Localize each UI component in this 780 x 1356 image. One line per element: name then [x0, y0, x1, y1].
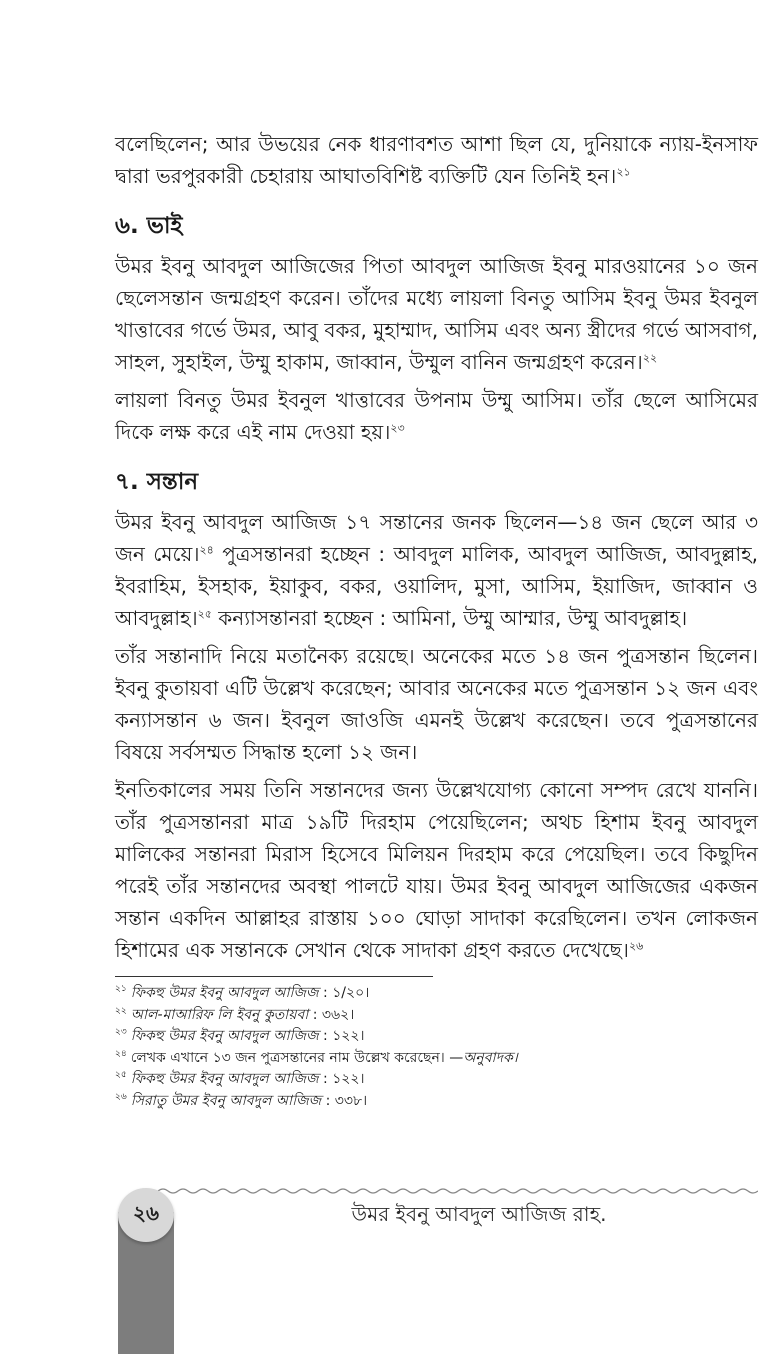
- footnote-source: ফিকহু উমর ইবনু আবদুল আজিজ: [130, 1028, 319, 1044]
- footnote-source: ফিকহু উমর ইবনু আবদুল আজিজ: [130, 1071, 319, 1087]
- footnote-source: সিরাতু উমর ইবনু আবদুল আজিজ: [130, 1092, 322, 1109]
- paragraph-laila: [115, 384, 758, 448]
- paragraph-text: উমর ইবনু আবদুল আজিজের পিতা আবদুল আজিজ ইবনু মারওয়ানের ১০ জন ছেলেসন্তান জন্মগ্রহণ করেন। তাঁদের মধ্যে লায়লা বিনতু আসিম ইবনু উমর ইবনুল খাত্তাবের গর্ভে উমর, আবু বকর, মুহাম্মাদ, আসিম এবং অন্য স্ত্রীদের গর্ভে আসবাগ, সাহল, সুহাইল, উম্মু হাকাম, জাব্বান, উম্মুল বানিন জন্মগ্রহণ করেন।: [115, 254, 758, 374]
- footnote-ref: ২৪: [199, 543, 214, 557]
- paragraph-text: তাঁর সন্তানাদি নিয়ে মতানৈক্য রয়েছে। অনেকের মতে ১৪ জন পুত্রসন্তান ছিলেন। ইবনু কুতায়বা এটি উল্লেখ করেছেন; আবার অনেকের মতে পুত্রসন্তান ১২ জন এবং কন্যাসন্তান ৬ জন। ইবনুল জাওজি এমনই উল্লেখ করেছেন। তবে পুত্রসন্তানের বিষয়ে সর্বসম্মত সিদ্ধান্ত হলো ১২ জন।: [115, 644, 758, 764]
- footnote-item: [115, 1091, 758, 1113]
- footnote-ref: ২৬: [628, 939, 644, 953]
- paragraph-text: পুত্রসন্তানরা হচ্ছেন : আবদুল মালিক, আবদুল আজিজ, আবদুল্লাহ, ইবরাহিম, ইসহাক, ইয়াকুব, বকর, ওয়ালিদ, মুসা, আসিম, ইয়াজিদ, জাব্বান ও আবদুল্লাহ।: [115, 542, 758, 630]
- footnote-reference: : ১/২০।: [318, 985, 370, 1001]
- footnote-tail: অনুবাদক।: [463, 1049, 518, 1066]
- paragraph-continuation: [115, 128, 758, 192]
- footnote-ref: ২২: [642, 351, 658, 365]
- footnote-item: [115, 983, 758, 1005]
- footnote-item: [115, 1048, 758, 1070]
- paragraph-children: [115, 506, 758, 634]
- footnote-number: ২৬: [115, 1091, 127, 1102]
- running-title: উমর ইবনু আবদুল আজিজ রাহ.: [351, 1202, 607, 1226]
- section-heading-children: ৭. সন্তান: [115, 469, 199, 495]
- footnote-divider: [115, 976, 433, 977]
- page-number: ২৬: [118, 1188, 174, 1242]
- footnote-number: ২৪: [115, 1048, 127, 1059]
- section-heading-brothers: ৬. ভাই: [115, 213, 183, 239]
- footnote-number: ২৩: [115, 1027, 127, 1038]
- footnote-reference: : ৩৩৮।: [321, 1092, 368, 1109]
- footnote-ref: ২৫: [197, 607, 212, 621]
- paragraph-disagreement: [115, 640, 758, 768]
- footnote-reference: লেখক এখানে ১৩ জন পুত্রসন্তানের নাম উল্লেখ করেছেন। —: [130, 1049, 464, 1066]
- wavy-divider: [138, 1186, 758, 1196]
- paragraph-text: উমর ইবনু আবদুল আজিজ ১৭ সন্তানের জনক ছিলেন—১৪ জন ছেলে আর ৩ জন মেয়ে।: [115, 510, 758, 566]
- footnote-ref: ২৩: [390, 421, 405, 435]
- page-body: [115, 128, 758, 1112]
- footnote-reference: : ১২২।: [318, 1071, 365, 1087]
- paragraph-text: ইনতিকালের সময় তিনি সন্তানদের জন্য উল্লেখযোগ্য কোনো সম্পদ রেখে যাননি। তাঁর পুত্রসন্তানরা মাত্র ১৯টি দিরহাম পেয়েছিলেন; অথচ হিশাম ইবনু আবদুল মালিকের সন্তানরা মিরাস হিসেবে মিলিয়ন দিরহাম করে পেয়েছিল। তবে কিছুদিন পরেই তাঁর সন্তানদের অবস্থা পালটে যায়। উমর ইবনু আবদুল আজিজের একজন সন্তান একদিন আল্লাহর রাস্তায় ১০০ ঘোড়া সাদাকা করেছিলেন। তখন লোকজন হিশামের এক সন্তানকে সেখান থেকে সাদাকা গ্রহণ করতে দেখেছে।: [115, 778, 758, 962]
- paragraph-inheritance: [115, 774, 758, 966]
- footnote-ref: ২১: [616, 165, 631, 179]
- footnote-item: [115, 1026, 758, 1048]
- paragraph-text: কন্যাসন্তানরা হচ্ছেন : আমিনা, উম্মু আম্মার, উম্মু আবদুল্লাহ।: [211, 606, 688, 630]
- paragraph-brothers: [115, 250, 758, 378]
- footnote-item: [115, 1005, 758, 1027]
- footnote-number: ২১: [115, 984, 127, 995]
- footnote-number: ২২: [115, 1005, 127, 1016]
- footnote-list: [115, 983, 758, 1112]
- paragraph-text: বলেছিলেন; আর উভয়ের নেক ধারণাবশত আশা ছিল যে, দুনিয়াকে ন্যায়-ইনসাফ দ্বারা ভরপুরকারী চেহারায় আঘাতবিশিষ্ট ব্যক্তিটি যেন তিনিই হন।: [115, 132, 758, 188]
- footnote-item: [115, 1069, 758, 1091]
- footnote-reference: : ১২২।: [318, 1028, 365, 1044]
- footnote-reference: : ৩৬২।: [308, 1006, 355, 1023]
- footnote-source: আল-মাআরিফ লি ইবনু কুতায়বা: [130, 1006, 309, 1023]
- paragraph-text: লায়লা বিনতু উমর ইবনুল খাত্তাবের উপনাম উম্মু আসিম। তাঁর ছেলে আসিমের দিকে লক্ষ করে এই নাম দেওয়া হয়।: [115, 388, 758, 444]
- footnote-number: ২৫: [115, 1070, 127, 1081]
- footnote-source: ফিকহু উমর ইবনু আবদুল আজিজ: [130, 985, 319, 1001]
